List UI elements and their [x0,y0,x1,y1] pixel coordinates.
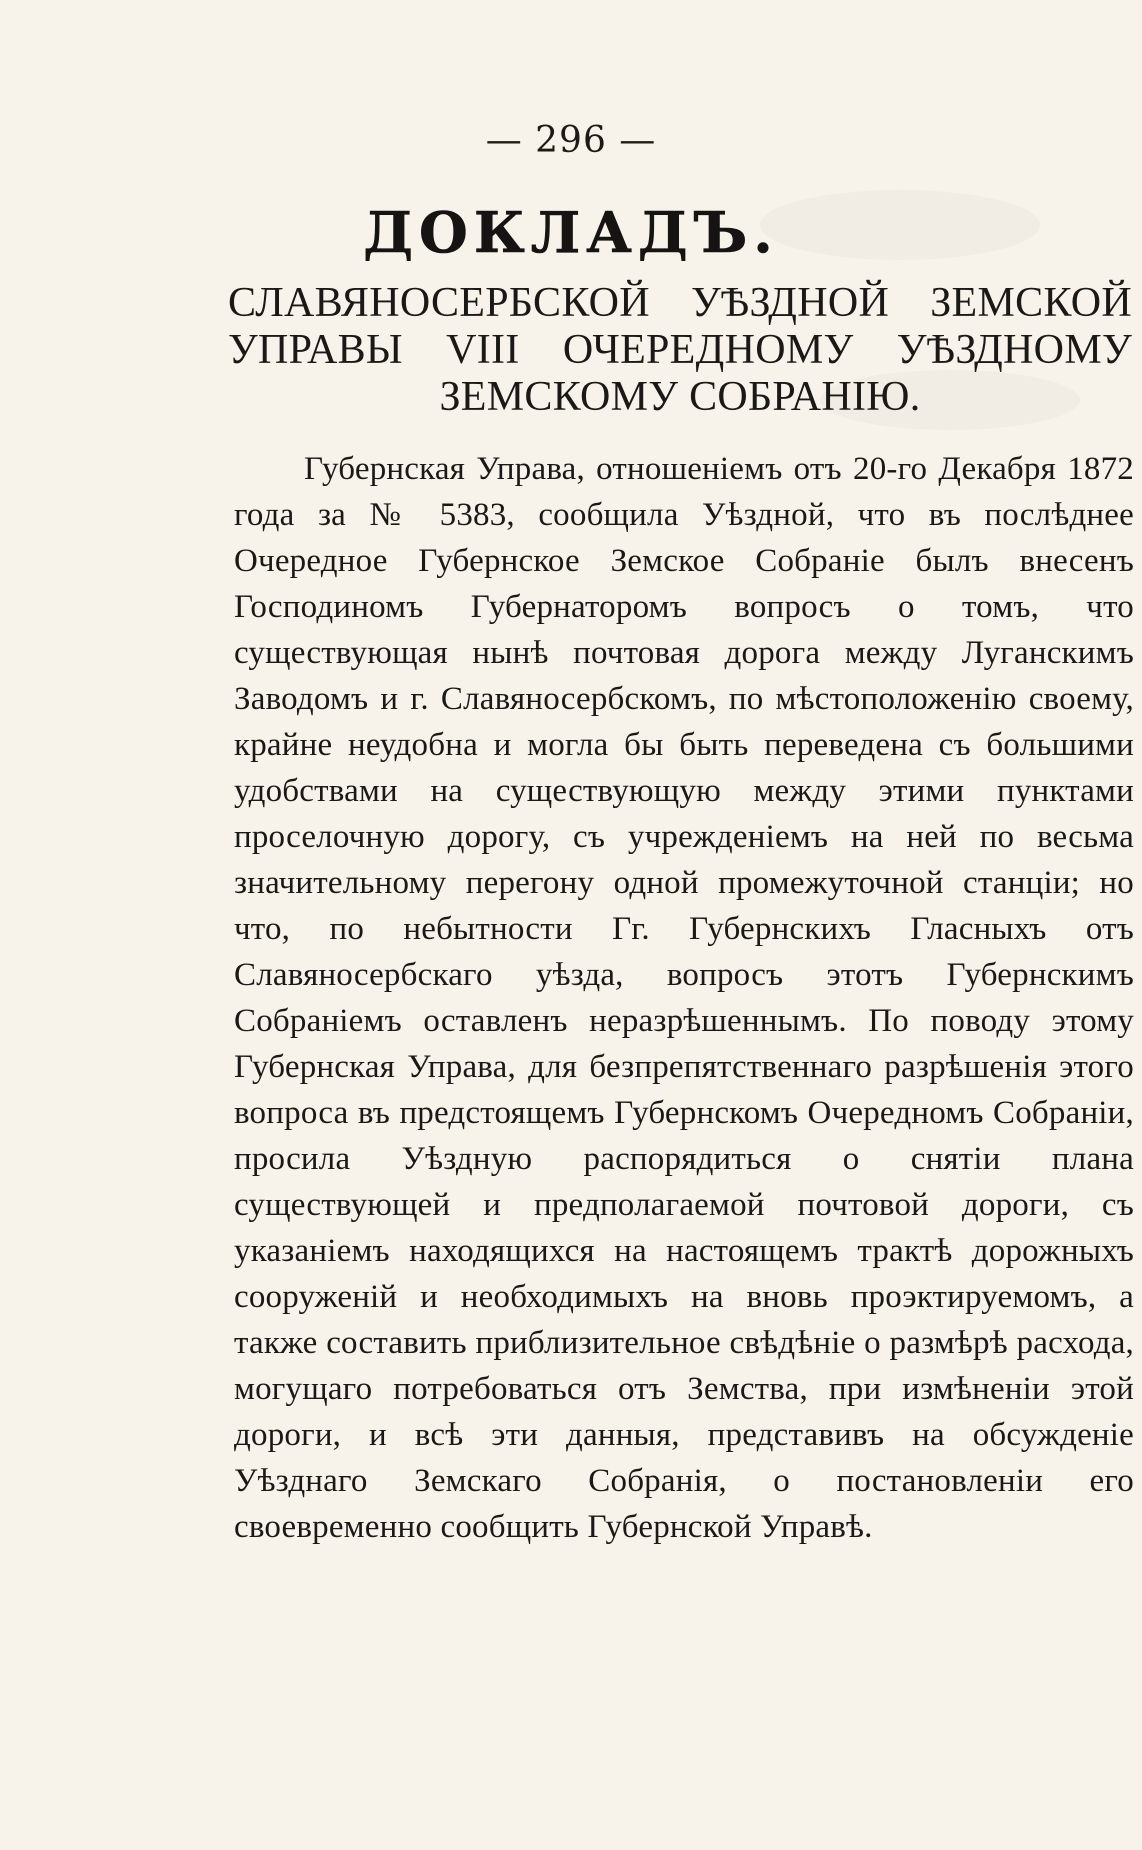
page-number: — 296 — [485,120,657,161]
document-heading: ДОКЛАДЪ. [363,200,779,266]
document-subtitle: СЛАВЯНОСЕРБСКОЙ УѢЗДНОЙ ЗЕМСКОЙ УПРАВЫ VIII ОЧЕРЕДНОМУ УѢЗДНОМУ ЗЕМСКОМУ СОБРАНІЮ. [228,280,1132,420]
body-paragraph: Губернская Управа, отношеніемъ отъ 20-го Декабря 1872 года за № 5383, сообщила Уѣздной, что въ послѣднее Очередное Губернское Земское Собраніе былъ внесенъ Господиномъ Губернаторомъ вопросъ о томъ, что существующая нынѣ почтовая дорога между Луганскимъ Заводомъ и г. Славяносербскомъ, по мѣстоположенію своему, крайне неудобна и могла бы быть переведена съ большими удобствами на существующую между этими пунктами проселочную дорогу, съ учрежденіемъ на ней по весьма значительному перегону одной промежуточной станціи; но что, по небытности Гг. Губернскихъ Гласныхъ отъ Славяносербскаго уѣзда, вопросъ этотъ Губернскимъ Собраніемъ оставленъ неразрѣшеннымъ. По поводу этому Губернская Управа, для безпрепятственнаго разрѣшенія этого вопроса въ предстоящемъ Губернскомъ Очередномъ Собраніи, просила Уѣздную распорядиться о снятіи плана существующей и предполагаемой почтовой дороги, съ указаніемъ находящихся на настоящемъ трактѣ дорожныхъ сооруженій и необходимыхъ на вновь проэктируемомъ, а также составить приблизительное свѣдѣніе о размѣрѣ расхода, могущаго потребоваться отъ Земства, при измѣненіи этой дороги, и всѣ эти данныя, представивъ на обсужденіе Уѣзднаго Земскаго Собранія, о постановленіи его своевременно сообщить Губернской Управѣ. [234,451,1134,1545]
